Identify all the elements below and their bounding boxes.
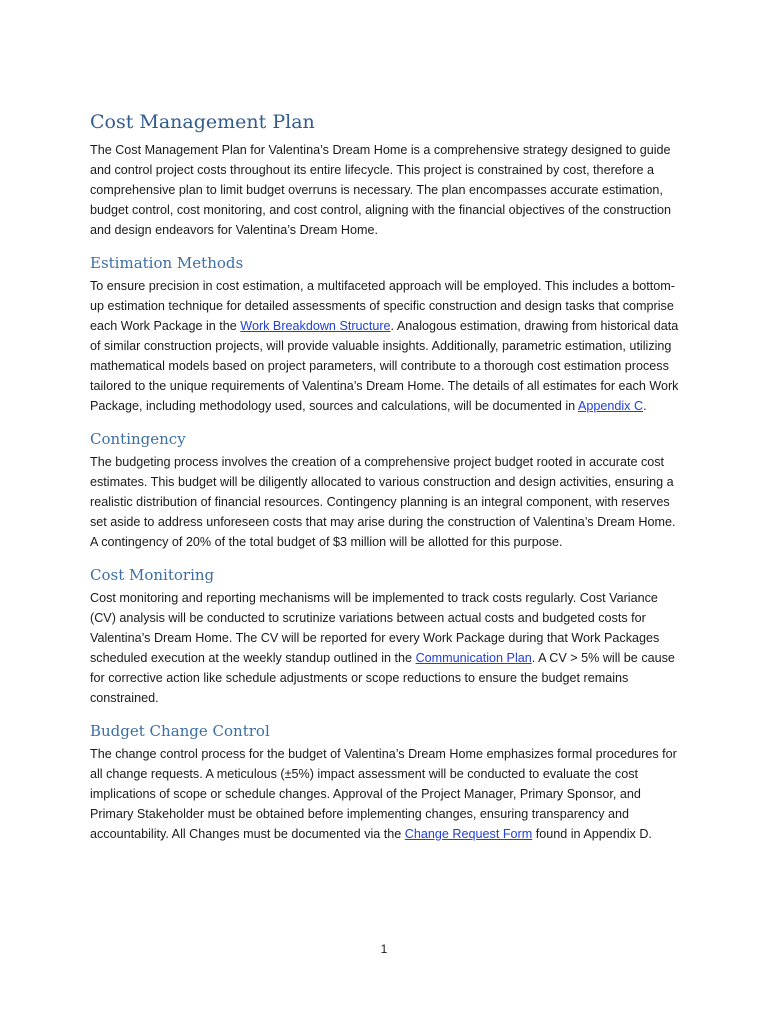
document-body bbox=[90, 108, 680, 856]
estimation-paragraph bbox=[90, 276, 680, 416]
change-request-form-link[interactable]: Change Request Form bbox=[404, 827, 533, 841]
estimation-text-3: . bbox=[643, 399, 647, 413]
change-control-text-2: found in Appendix D. bbox=[532, 827, 652, 841]
work-breakdown-structure-link[interactable]: Work Breakdown Structure bbox=[240, 319, 391, 333]
communication-plan-link[interactable]: Communication Plan bbox=[415, 651, 532, 665]
heading-budget-change-control: Budget Change Control bbox=[90, 722, 270, 740]
page-title: Cost Management Plan bbox=[90, 111, 315, 133]
heading-contingency: Contingency bbox=[90, 430, 186, 448]
monitoring-text-2: . A CV > 5% will be cause for corrective action like schedule adjustments or scope reductions to ensure the budget remains constrained. bbox=[90, 651, 675, 705]
monitoring-text-1: Cost monitoring and reporting mechanisms will be implemented to track costs regularly. Cost Variance (CV) analysis will be conducted to scrutinize variations between actual costs and budgeted costs for Valentina’s Dream Home. The CV will be reported for every Work Package during that Work Packages scheduled execution at the weekly standup outlined in the bbox=[90, 591, 660, 665]
estimation-text-2: . Analogous estimation, drawing from historical data of similar construction projects, will provide valuable insights. Additionally, parametric estimation, utilizing mathematical models based on project parameters, will contribute to a thorough cost estimation process tailored to the unique requirements of Valentina’s Dream Home. The details of all estimates for each Work Package, including methodology used, sources and calculations, will be documented in bbox=[90, 319, 679, 413]
change-control-paragraph bbox=[90, 744, 680, 844]
heading-cost-monitoring: Cost Monitoring bbox=[90, 566, 215, 584]
page-number: 1 bbox=[380, 942, 388, 956]
monitoring-paragraph bbox=[90, 588, 680, 708]
change-control-text-1: The change control process for the budget of Valentina’s Dream Home emphasizes formal procedures for all change requests. A meticulous (±5%) impact assessment will be conducted to evaluate the cost implications of scope or schedule changes. Approval of the Project Manager, Primary Sponsor, and Primary Stakeholder must be obtained before implementing changes, ensuring transparency and accountability. All Changes must be documented via the bbox=[90, 747, 677, 841]
appendix-c-link[interactable]: Appendix C bbox=[577, 399, 644, 413]
estimation-text-1: To ensure precision in cost estimation, a multifaceted approach will be employed. This includes a bottom-up estimation technique for detailed assessments of specific construction and design tasks that comprise each Work Package in the bbox=[90, 279, 675, 333]
heading-estimation-methods: Estimation Methods bbox=[90, 254, 244, 272]
intro-paragraph: The Cost Management Plan for Valentina’s Dream Home is a comprehensive strategy designed to guide and control project costs throughout its entire lifecycle. This project is constrained by cost, therefore a comprehensive plan to limit budget overruns is necessary. The plan encompasses accurate estimation, budget control, cost monitoring, and cost control, aligning with the financial objectives of the construction and design endeavors for Valentina’s Dream Home. bbox=[90, 143, 672, 237]
contingency-paragraph: The budgeting process involves the creation of a comprehensive project budget rooted in accurate cost estimates. This budget will be diligently allocated to various construction and design activities, ensuring a realistic distribution of financial resources. Contingency planning is an integral component, with reserves set aside to address unforeseen costs that may arise during the construction of Valentina’s Dream Home. A contingency of 20% of the total budget of $3 million will be allotted for this purpose. bbox=[90, 455, 676, 549]
